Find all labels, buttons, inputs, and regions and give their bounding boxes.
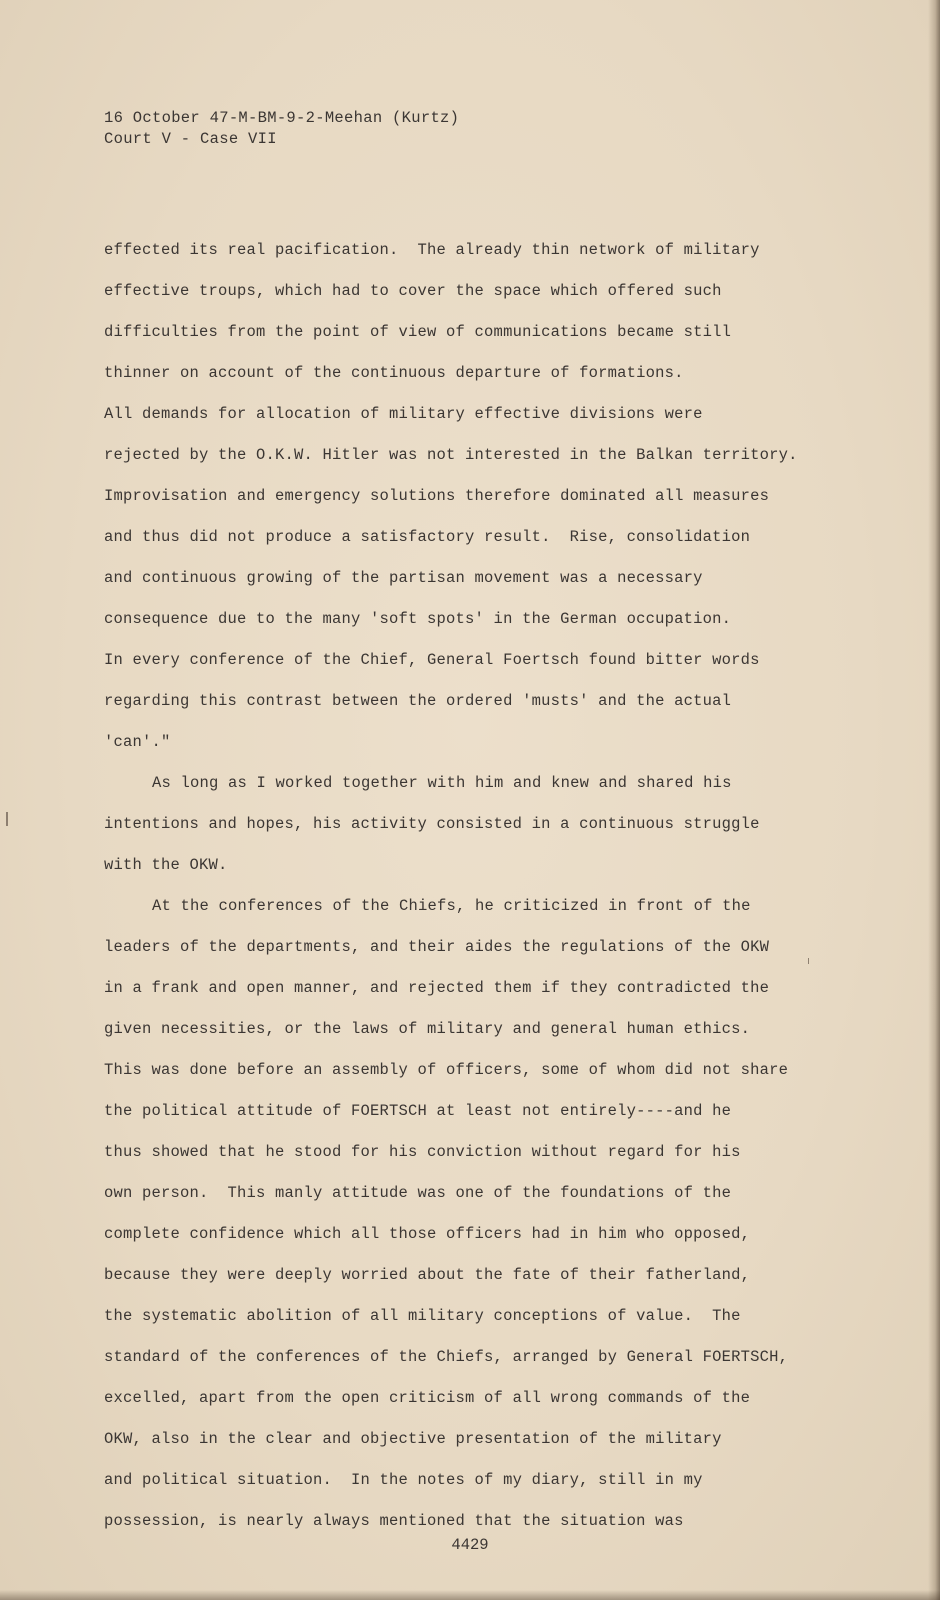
text-line: In every conference of the Chief, General Foertsch found bitter words — [104, 651, 760, 669]
text-line: OKW, also in the clear and objective presentation of the military — [104, 1430, 722, 1448]
text-line: and thus did not produce a satisfactory result. Rise, consolidation — [104, 528, 751, 546]
text-line: excelled, apart from the open criticism of all wrong commands of the — [104, 1389, 751, 1407]
body-text — [104, 230, 844, 1542]
text-line: At the conferences of the Chiefs, he criticized in front of the — [152, 897, 751, 915]
text-line: This was done before an assembly of officers, some of whom did not share — [104, 1061, 789, 1079]
text-line: the systematic abolition of all military conceptions of value. The — [104, 1307, 741, 1325]
page-edge-shadow-right — [928, 0, 940, 1600]
text-line: the political attitude of FOERTSCH at least not entirely----and he — [104, 1102, 732, 1120]
text-line: leaders of the departments, and their aides the regulations of the OKW — [104, 938, 770, 956]
header-line-reference: 16 October 47-M-BM-9-2-Meehan (Kurtz) — [104, 109, 460, 127]
text-line: possession, is nearly always mentioned that the situation was — [104, 1512, 684, 1530]
text-line: in a frank and open manner, and rejected them if they contradicted the — [104, 979, 770, 997]
text-line: complete confidence which all those officers had in him who opposed, — [104, 1225, 751, 1243]
text-line: rejected by the O.K.W. Hitler was not interested in the Balkan territory. — [104, 446, 798, 464]
text-line: with the OKW. — [104, 856, 228, 874]
document-header — [104, 108, 459, 150]
text-line: effective troups, which had to cover the space which offered such — [104, 282, 722, 300]
text-line: All demands for allocation of military effective divisions were — [104, 405, 703, 423]
text-line: and political situation. In the notes of my diary, still in my — [104, 1471, 703, 1489]
text-line: because they were deeply worried about the fate of their fatherland, — [104, 1266, 751, 1284]
text-line: standard of the conferences of the Chiefs, arranged by General FOERTSCH, — [104, 1348, 789, 1366]
text-line: regarding this contrast between the ordered 'musts' and the actual — [104, 692, 732, 710]
text-line: given necessities, or the laws of military and general human ethics. — [104, 1020, 751, 1038]
text-line: own person. This manly attitude was one of the foundations of the — [104, 1184, 732, 1202]
text-line: 'can'." — [104, 733, 171, 751]
text-line: and continuous growing of the partisan movement was a necessary — [104, 569, 703, 587]
text-line: intentions and hopes, his activity consisted in a continuous struggle — [104, 815, 760, 833]
text-line: consequence due to the many 'soft spots' in the German occupation. — [104, 610, 732, 628]
text-line: As long as I worked together with him and knew and shared his — [152, 774, 732, 792]
paper-speck — [6, 812, 8, 826]
page-edge-shadow-bottom — [0, 1590, 940, 1600]
text-line: effected its real pacification. The already thin network of military — [104, 241, 760, 259]
text-line: Improvisation and emergency solutions therefore dominated all measures — [104, 487, 770, 505]
page-number: 4429 — [451, 1536, 489, 1554]
text-line: thinner on account of the continuous departure of formations. — [104, 364, 684, 382]
header-line-court: Court V - Case VII — [104, 130, 277, 148]
text-line: thus showed that he stood for his conviction without regard for his — [104, 1143, 741, 1161]
text-line: difficulties from the point of view of communications became still — [104, 323, 732, 341]
